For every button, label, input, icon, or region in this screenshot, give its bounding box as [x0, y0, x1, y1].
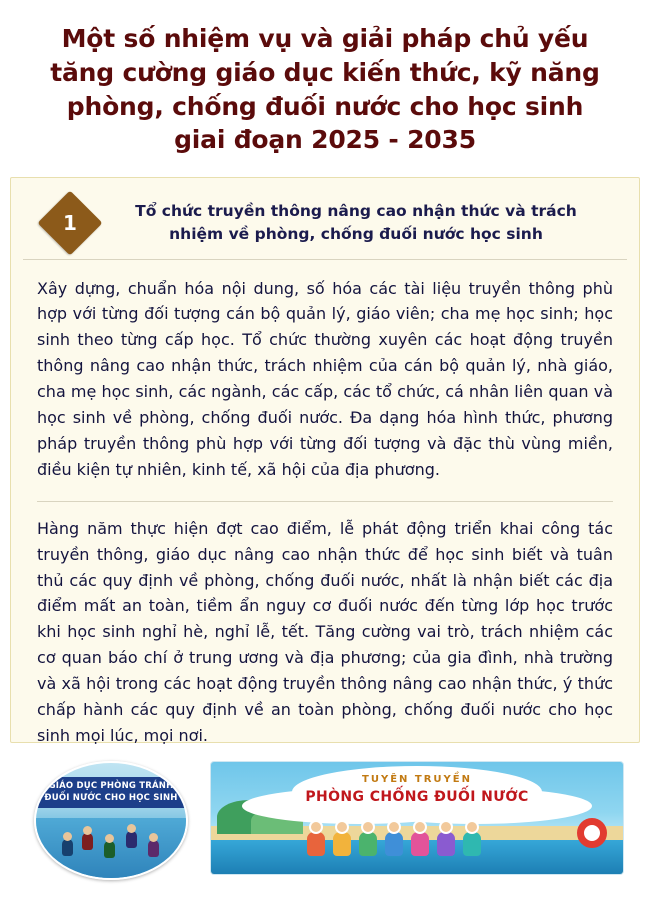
swimmer-figure	[148, 840, 159, 857]
child-figure	[437, 832, 455, 856]
title-line-1: Một số nhiệm vụ và giải pháp chủ yếu	[61, 24, 589, 53]
photo-caption-line-2: ĐUỐI NƯỚC CHO HỌC SINH	[44, 793, 178, 804]
banner-title-large: PHÒNG CHỐNG ĐUỐI NƯỚC	[305, 789, 529, 805]
paragraph-1: Xây dựng, chuẩn hóa nội dung, số hóa các tài liệu truyền thông phù hợp với từng đối tượng cán bộ quản lý, giáo viên; cha mẹ học sinh; học sinh theo từng cấp học. Tổ chức thường xuyên các hoạt động truyền thông nâng cao nhận thức, trách nhiệm của cán bộ quản lý, nhà giáo, cha mẹ học sinh, các ngành, các cấp, các tổ chức, cá nhân liên quan và học sinh về phòng, chống đuối nước. Đa dạng hóa hình thức, phương pháp truyền thông phù hợp với từng đối tượng và đặc thù vùng miền, điều kiện tự nhiên, kinh tế, xã hội của địa phương.	[37, 278, 613, 479]
title-line-3: phòng, chống đuối nước cho học sinh	[66, 91, 584, 121]
paragraph-2: Hàng năm thực hiện đợt cao điểm, lễ phát động triển khai công tác truyền thông, giáo dục nâng cao nhận thức để học sinh biết và tuân thủ các quy định về phòng, chống đuối nước, nhất là nhận biết các địa điểm mất an toàn, tiềm ẩn nguy cơ đuối nước đến từng lớp học trước khi học sinh nghỉ hè, nghỉ lễ, tết. Tăng cường vai trò, trách nhiệm các cơ quan báo chí ở trung ương và địa phương; của gia đình, nhà trường và xã hội trong các hoạt động truyền thông nâng cao nhận thức, ý thức chấp hành các quy định về an toàn phòng, chống đuối nước cho học sinh mọi lúc, mọi nơi.	[37, 518, 613, 745]
section-header	[23, 194, 627, 260]
section-number: 1	[63, 211, 77, 236]
photo-caption	[36, 777, 186, 808]
swimmer-figure	[62, 839, 73, 856]
lifebuoy-icon	[577, 818, 607, 848]
child-figure	[359, 832, 377, 856]
section-heading: Tổ chức truyền thông nâng cao nhận thức và trách nhiệm về phòng, chống đuối nước học sinh	[135, 202, 577, 244]
swimmer-figure	[82, 833, 93, 850]
title-line-4: giai đoạn 2025 - 2035	[174, 125, 476, 155]
swimmer-figure	[104, 841, 115, 858]
paragraph-divider	[37, 501, 613, 502]
title-line-2: tăng cường giáo dục kiến thức, kỹ năng	[50, 57, 600, 87]
child-figure	[411, 832, 429, 856]
banner-hill	[251, 808, 303, 834]
photo-education-drowning-prevention	[34, 761, 188, 880]
child-figure	[385, 832, 403, 856]
banner-title-small: TUYÊN TRUYỀN	[362, 774, 472, 785]
image-row	[0, 743, 650, 880]
swimmer-figure	[126, 831, 137, 848]
child-figure	[463, 832, 481, 856]
child-figure	[333, 832, 351, 856]
child-figure	[307, 832, 325, 856]
section-number-badge	[37, 191, 102, 256]
page-title	[0, 0, 650, 171]
banner-propaganda-drowning-prevention	[210, 761, 624, 875]
section-card	[10, 177, 640, 743]
photo-caption-line-1: GIÁO DỤC PHÒNG TRÁNH	[48, 781, 174, 791]
